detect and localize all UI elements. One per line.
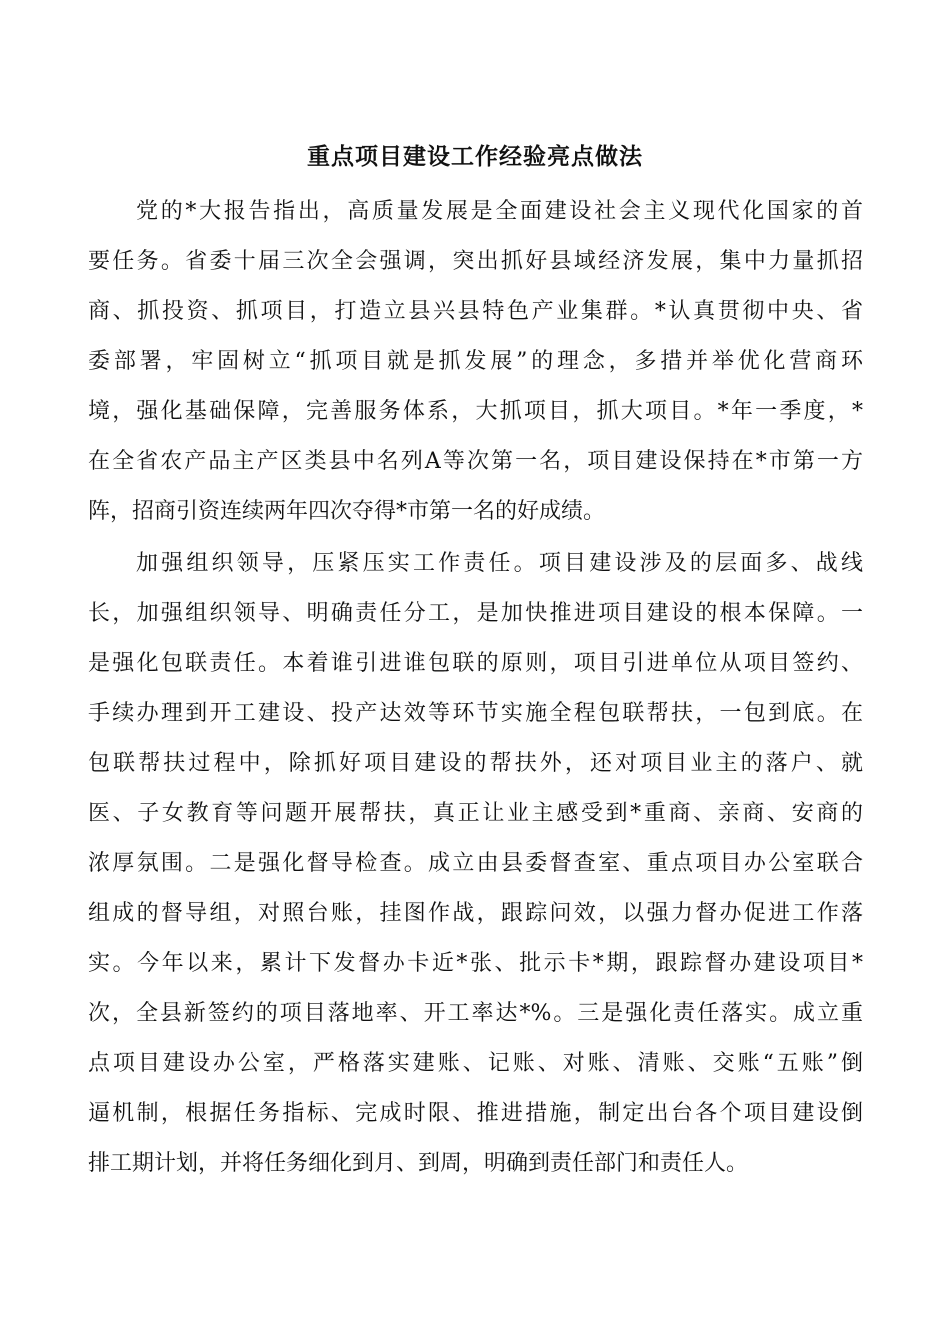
text-line: 加强组织领导，压紧压实工作责任。项目建设涉及的层面多、战线 bbox=[136, 551, 863, 576]
text-line: 医、子女教育等问题开展帮扶，真正让业主感受到*重商、亲商、安商的 bbox=[88, 801, 863, 826]
text-line: 手续办理到开工建设、投产达效等环节实施全程包联帮扶，一包到底。在 bbox=[88, 701, 863, 726]
document-title: 重点项目建设工作经验亮点做法 bbox=[307, 143, 643, 170]
text-line: 长，加强组织领导、明确责任分工，是加快推进项目建设的根本保障。一 bbox=[88, 601, 863, 626]
text-line: 点项目建设办公室，严格落实建账、记账、对账、清账、交账“五账”倒 bbox=[88, 1051, 863, 1076]
text-line: 次，全县新签约的项目落地率、开工率达*%。三是强化责任落实。成立重 bbox=[88, 1001, 863, 1026]
text-line: 商、抓投资、抓项目，打造立县兴县特色产业集群。*认真贯彻中央、省 bbox=[88, 299, 863, 324]
text-line: 实。今年以来，累计下发督办卡近*张、批示卡*期，跟踪督办建设项目* bbox=[88, 951, 863, 976]
text-line: 排工期计划，并将任务细化到月、到周，明确到责任部门和责任人。 bbox=[88, 1151, 749, 1176]
text-line: 逼机制，根据任务指标、完成时限、推进措施，制定出台各个项目建设倒 bbox=[88, 1101, 863, 1126]
text-line: 包联帮扶过程中，除抓好项目建设的帮扶外，还对项目业主的落户、就 bbox=[88, 751, 863, 776]
text-line: 组成的督导组，对照台账，挂图作战，跟踪问效，以强力督办促进工作落 bbox=[88, 901, 863, 926]
text-line: 是强化包联责任。本着谁引进谁包联的原则，项目引进单位从项目签约、 bbox=[88, 651, 863, 676]
text-line: 在全省农产品主产区类县中名列A等次第一名，项目建设保持在*市第一方 bbox=[88, 449, 863, 474]
text-line: 党的*大报告指出，高质量发展是全面建设社会主义现代化国家的首 bbox=[136, 199, 863, 224]
text-line: 委部署，牢固树立“抓项目就是抓发展”的理念，多措并举优化营商环 bbox=[88, 349, 863, 374]
text-line: 浓厚氛围。二是强化督导检查。成立由县委督查室、重点项目办公室联合 bbox=[88, 851, 863, 876]
text-line: 境，强化基础保障，完善服务体系，大抓项目，抓大项目。*年一季度，* bbox=[88, 399, 863, 424]
text-line: 要任务。省委十届三次全会强调，突出抓好县域经济发展，集中力量抓招 bbox=[88, 249, 863, 274]
text-line: 阵，招商引资连续两年四次夺得*市第一名的好成绩。 bbox=[88, 499, 606, 524]
